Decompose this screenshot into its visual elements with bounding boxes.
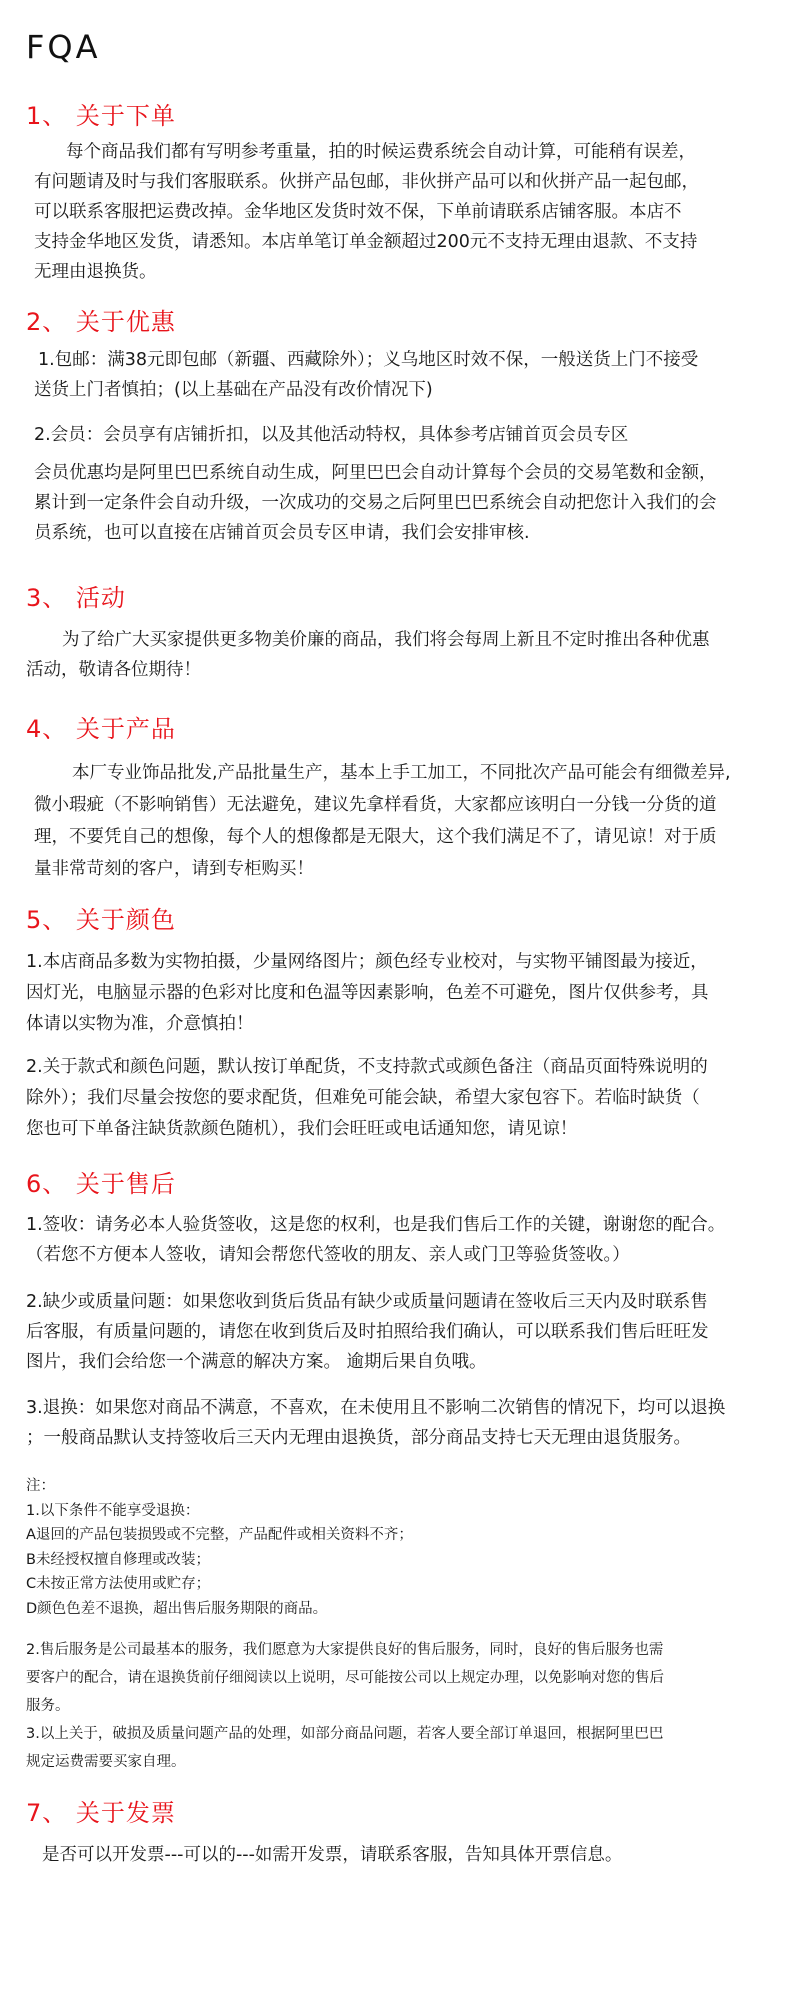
text-line: 是否可以开发票---可以的---如需开发票，请联系客服，告知具体开票信息。 <box>42 1845 623 1865</box>
text-line: 1.包邮：满38元即包邮（新疆、西藏除外）；义乌地区时效不保，一般送货上门不接受 <box>38 350 699 370</box>
text-line: 累计到一定条件会自动升级，一次成功的交易之后阿里巴巴系统会自动把您计入我们的会 <box>34 493 717 513</box>
text-line: 送货上门者慎拍；(以上基础在产品没有改价情况下) <box>34 380 433 400</box>
text-line: 2.缺少或质量问题：如果您收到货后货品有缺少或质量问题请在签收后三天内及时联系售 <box>26 1292 708 1312</box>
note-line: 1.以下条件不能享受退换： <box>26 1502 200 1519</box>
paragraph <box>26 1287 709 1377</box>
text-line: 微小瑕疵（不影响销售）无法避免，建议先拿样看货，大家都应该明白一分钱一分货的道 <box>34 795 717 815</box>
section-heading-product: 4、 关于产品 <box>26 715 176 743</box>
text-line: （若您不方便本人签收，请知会帮您代签收的朋友、亲人或门卫等验货签收。） <box>26 1245 630 1265</box>
paragraph <box>34 757 731 885</box>
paragraph <box>26 1210 725 1270</box>
text-line: 因灯光，电脑显示器的色彩对比度和色温等因素影响，色差不可避免，图片仅供参考，具 <box>26 983 709 1003</box>
section-heading-after-sales: 6、 关于售后 <box>26 1170 176 1198</box>
text-line: 1.本店商品多数为实物拍摄，少量网络图片；颜色经专业校对，与实物平铺图最为接近， <box>26 952 708 972</box>
section-heading-discount: 2、 关于优惠 <box>26 308 176 336</box>
paragraph <box>34 137 699 287</box>
text-line: 有问题请及时与我们客服联系。伙拼产品包邮，非伙拼产品可以和伙拼产品一起包邮， <box>34 172 699 192</box>
note-line: B未经授权擅自修理或改装； <box>26 1551 210 1568</box>
note-line: 要客户的配合，请在退换货前仔细阅读以上说明，尽可能按公司以上规定办理，以免影响对您的售后 <box>26 1670 664 1686</box>
text-line: ；一般商品默认支持签收后三天内无理由退换货，部分商品支持七天无理由退货服务。 <box>26 1428 691 1448</box>
text-line: 1.签收：请务必本人验货签收，这是您的权利，也是我们售后工作的关键，谢谢您的配合。 <box>26 1215 726 1235</box>
paragraph <box>34 458 717 548</box>
text-line: 员系统，也可以直接在店铺首页会员专区申请，我们会安排审核. <box>34 523 530 543</box>
section-heading-invoice: 7、 关于发票 <box>26 1799 176 1827</box>
paragraph <box>34 420 628 450</box>
text-line: 会员优惠均是阿里巴巴系统自动生成，阿里巴巴会自动计算每个会员的交易笔数和金额， <box>34 463 717 483</box>
note-line: 规定运费需要买家自理。 <box>26 1754 186 1770</box>
paragraph <box>34 345 698 405</box>
notes <box>26 1636 664 1776</box>
note-line: D颜色色差不退换，超出售后服务期限的商品。 <box>26 1600 328 1617</box>
text-line: 为了给广大买家提供更多物美价廉的商品，我们将会每周上新且不定时推出各种优惠 <box>62 630 710 650</box>
paragraph <box>26 1840 622 1870</box>
section-heading-color: 5、 关于颜色 <box>26 906 176 934</box>
text-line: 2.关于款式和颜色问题，默认按订单配货，不支持款式或颜色备注（商品页面特殊说明的 <box>26 1057 708 1077</box>
page-title: FQA <box>26 28 101 66</box>
note-line: 2.售后服务是公司最基本的服务，我们愿意为大家提供良好的售后服务，同时，良好的售后服务也需 <box>26 1642 664 1658</box>
text-line: 可以联系客服把运费改掉。金华地区发货时效不保，下单前请联系店铺客服。本店不 <box>34 202 682 222</box>
text-line: 本厂专业饰品批发,产品批量生产，基本上手工加工，不同批次产品可能会有细微差异, <box>72 763 731 783</box>
note-line: 服务。 <box>26 1698 70 1714</box>
section-heading-order: 1、 关于下单 <box>26 102 176 130</box>
text-line: 3.退换：如果您对商品不满意，不喜欢，在未使用且不影响二次销售的情况下，均可以退换 <box>26 1398 726 1418</box>
text-line: 图片，我们会给您一个满意的解决方案。 逾期后果自负哦。 <box>26 1352 487 1372</box>
text-line: 体请以实物为准，介意慎拍！ <box>26 1014 254 1034</box>
text-line: 除外）；我们尽量会按您的要求配货，但难免可能会缺，希望大家包容下。若临时缺货（ <box>26 1088 700 1108</box>
paragraph <box>26 625 710 685</box>
text-line: 2.会员：会员享有店铺折扣，以及其他活动特权，具体参考店铺首页会员专区 <box>34 425 629 445</box>
text-line: 您也可下单备注缺货款颜色随机），我们会旺旺或电话通知您，请见谅！ <box>26 1119 578 1139</box>
text-line: 理，不要凭自己的想像，每个人的想像都是无限大，这个我们满足不了，请见谅！对于质 <box>34 827 717 847</box>
section-heading-activity: 3、 活动 <box>26 584 126 612</box>
note-line: 注： <box>26 1478 55 1494</box>
paragraph <box>26 1393 725 1453</box>
note-line: 3.以上关于，破损及质量问题产品的处理，如部分商品问题，若客人要全部订单退回，根据阿里巴巴 <box>26 1726 664 1742</box>
text-line: 活动，敬请各位期待！ <box>26 660 201 680</box>
note-line: A退回的产品包装损毁或不完整，产品配件或相关资料不齐； <box>26 1527 413 1543</box>
text-line: 无理由退换货。 <box>34 262 157 282</box>
text-line: 支持金华地区发货，请悉知。本店单笔订单金额超过200元不支持无理由退款、不支持 <box>34 232 698 252</box>
paragraph <box>26 1052 708 1145</box>
paragraph <box>26 947 709 1040</box>
note-line: C未按正常方法使用或贮存； <box>26 1576 211 1592</box>
text-line: 量非常苛刻的客户，请到专柜购买！ <box>34 859 314 879</box>
text-line: 后客服，有质量问题的，请您在收到货后及时拍照给我们确认，可以联系我们售后旺旺发 <box>26 1322 709 1342</box>
text-line: 每个商品我们都有写明参考重量，拍的时候运费系统会自动计算，可能稍有误差， <box>66 142 696 162</box>
notes <box>26 1474 413 1621</box>
